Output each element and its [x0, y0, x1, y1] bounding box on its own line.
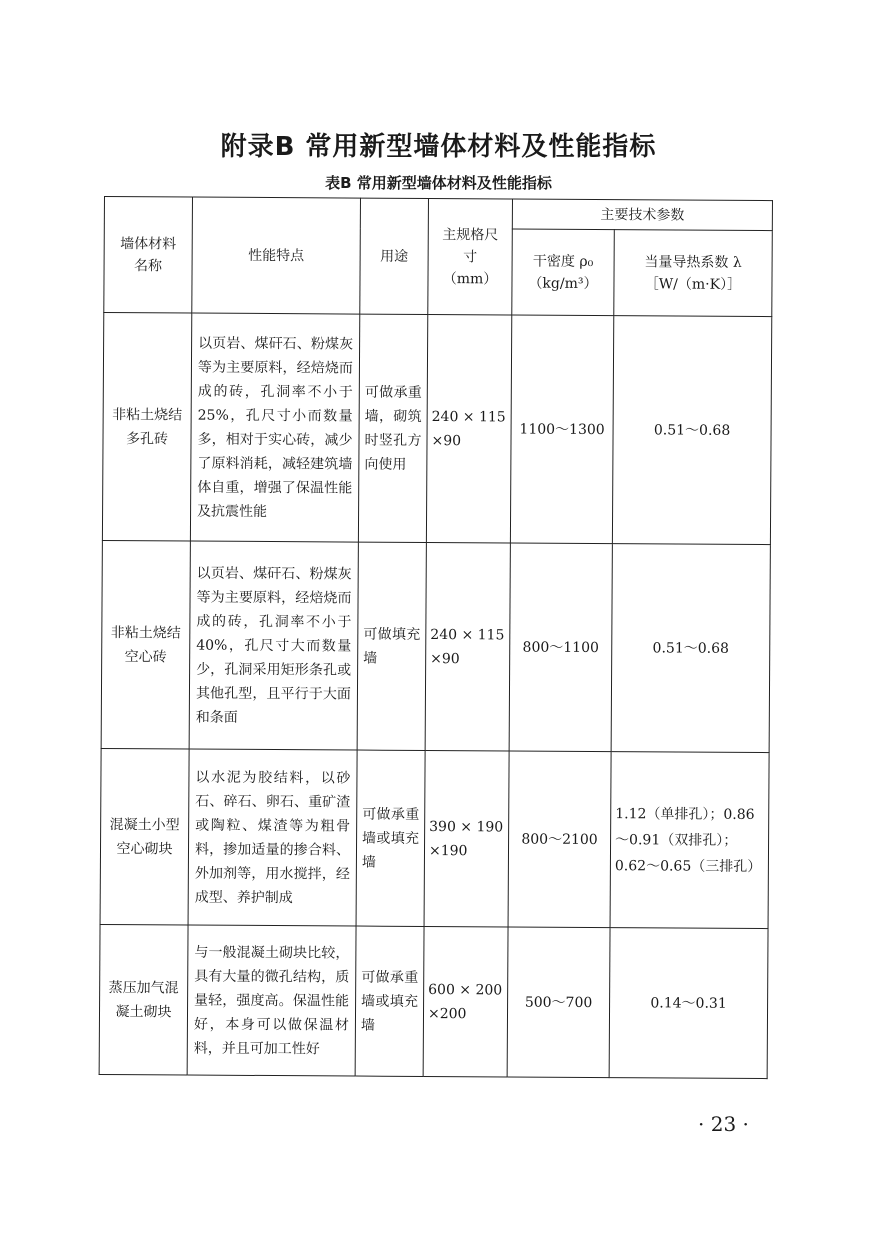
cell-use: 可做承重墙，砌筑时竖孔方向使用: [358, 314, 427, 542]
cell-material-name: 蒸压加气混凝土砌块: [99, 924, 188, 1075]
materials-table: [99, 196, 773, 1079]
cell-use: 可做承重墙或填充墙: [356, 750, 425, 926]
cell-size: 390 × 190 ×190: [424, 750, 509, 927]
page-number: · 23 ·: [698, 1112, 749, 1136]
header-params-group: 主要技术参数: [512, 199, 772, 231]
cell-conductivity: 1.12（单排孔）；0.86～0.91（双排孔）；0.62～0.65（三排孔）: [610, 752, 769, 929]
table-caption: 表B 常用新型墙体材料及性能指标: [325, 174, 552, 192]
header-material-name: 墙体材料名称: [104, 197, 193, 314]
header-features: 性能特点: [192, 197, 361, 314]
cell-use: 可做填充墙: [357, 542, 426, 750]
cell-features: 与一般混凝土砌块比较，具有大量的微孔结构，质量轻，强度高。保温性能好，本身可以做保温材料，并且可加工性好: [187, 925, 356, 1076]
table-row: [100, 748, 769, 928]
page-title: 附录B 常用新型墙体材料及性能指标: [220, 132, 657, 162]
cell-conductivity: 0.51～0.68: [612, 316, 771, 545]
header-conductivity: 当量导热系数 λ［W/（m·K）］: [614, 230, 773, 317]
cell-density: 500～700: [507, 927, 610, 1078]
cell-size: 240 × 115 ×90: [425, 542, 510, 751]
cell-size: 240 × 115 ×90: [426, 314, 511, 543]
header-size: 主规格尺寸（mm）: [428, 198, 513, 315]
cell-material-name: 非粘土烧结多孔砖: [102, 313, 191, 542]
cell-density: 800～2100: [508, 751, 611, 928]
cell-material-name: 非粘土烧结空心砖: [101, 540, 190, 749]
table-row: [101, 540, 770, 752]
header-density: 干密度 ρ₀（kg/m³）: [512, 229, 615, 316]
table-row: [102, 313, 771, 545]
cell-features: 以水泥为胶结料，以砂石、碎石、卵石、重矿渣或陶粒、煤渣等为粗骨料，掺加适量的掺合料、外加剂等，用水搅拌，经成型、养护制成: [188, 749, 357, 926]
table-row: [99, 924, 768, 1078]
cell-size: 600 × 200 ×200: [423, 926, 508, 1077]
cell-density: 1100～1300: [510, 315, 613, 544]
materials-table-wrapper: [99, 196, 772, 1079]
header-use: 用途: [360, 198, 429, 314]
cell-material-name: 混凝土小型空心砌块: [100, 748, 189, 925]
cell-density: 800～1100: [509, 543, 612, 752]
cell-use: 可做承重墙或填充墙: [355, 926, 424, 1076]
cell-features: 以页岩、煤矸石、粉煤灰等为主要原料，经焙烧而成的砖，孔洞率不小于25%，孔尺寸小而数量多，相对于实心砖，减少了原料消耗，减轻建筑墙体自重，增强了保温性能及抗震性能: [190, 313, 359, 542]
cell-features: 以页岩、煤矸石、粉煤灰等为主要原料，经焙烧而成的砖，孔洞率不小于40%，孔尺寸大而数量少，孔洞采用矩形条孔或其他孔型，且平行于大面和条面: [189, 541, 358, 750]
cell-conductivity: 0.51～0.68: [611, 544, 770, 753]
cell-conductivity: 0.14～0.31: [609, 928, 768, 1079]
